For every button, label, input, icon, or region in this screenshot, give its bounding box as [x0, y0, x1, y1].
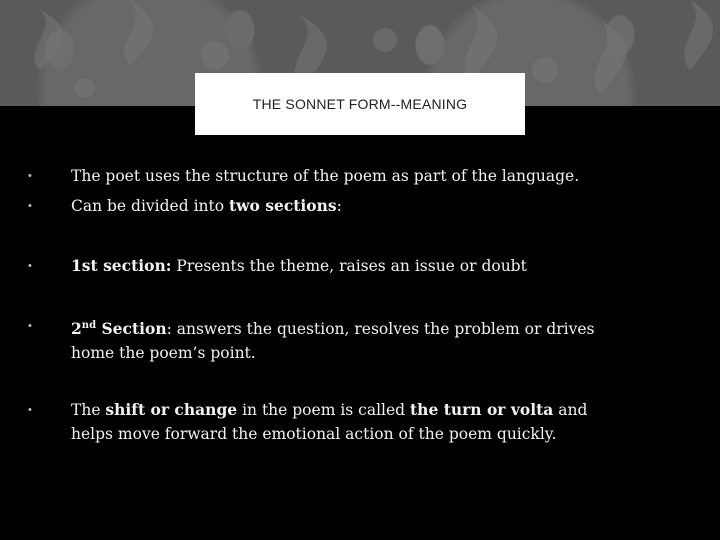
bullet-icon: • — [28, 404, 32, 416]
bullet-text: Can be divided into two sections: — [71, 196, 342, 215]
bullet-icon: • — [28, 200, 32, 212]
slide-title: THE SONNET FORM--MEANING — [252, 96, 468, 112]
bullet-icon: • — [28, 170, 32, 182]
bullet-text: 1st section: Presents the theme, raises an issue or doubt — [71, 256, 527, 275]
slide-title-box — [195, 73, 525, 135]
bullet-icon: • — [28, 260, 32, 272]
bullet-text: 2nd Section: answers the question, resolves the problem or drives home the poem’s point. — [71, 319, 595, 363]
bullet-icon: • — [28, 320, 32, 332]
bullet-text: The poet uses the structure of the poem as part of the language. — [71, 167, 580, 185]
bullet-text: The shift or change in the poem is called the turn or volta and helps move forward the emotional action of the poem quickly. — [71, 400, 588, 443]
